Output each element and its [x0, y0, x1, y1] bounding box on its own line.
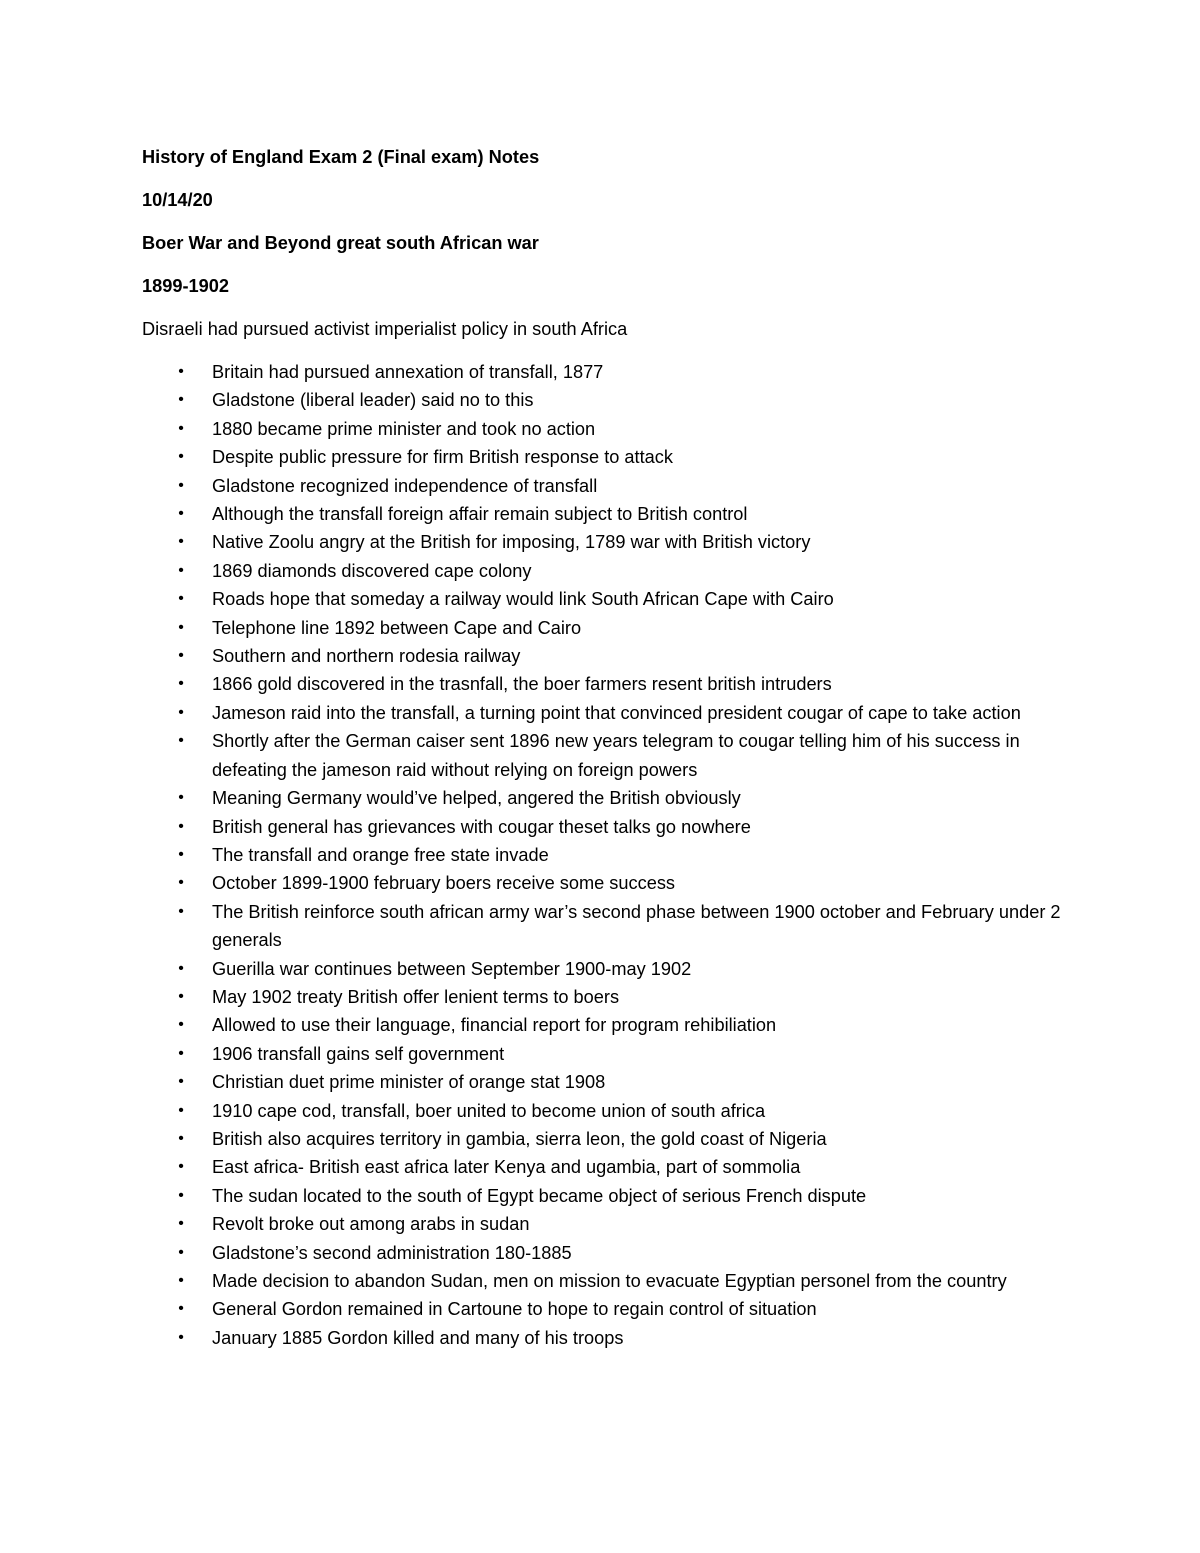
bullet-icon: • — [178, 1328, 184, 1346]
list-item — [142, 1011, 1067, 1039]
list-item — [142, 1210, 1067, 1238]
bullet-icon: • — [178, 647, 184, 665]
list-item — [142, 585, 1067, 613]
list-item-text: 1869 diamonds discovered cape colony — [212, 560, 532, 581]
list-item — [142, 955, 1067, 983]
intro-paragraph: Disraeli had pursued activist imperialist policy in south Africa — [142, 319, 628, 339]
bullet-icon: • — [178, 391, 184, 409]
list-item — [142, 1068, 1067, 1096]
list-item — [142, 415, 1067, 443]
list-item — [142, 699, 1067, 727]
list-item-text: Southern and northern rodesia railway — [212, 646, 521, 667]
list-item — [142, 358, 1067, 386]
list-item-text: Revolt broke out among arabs in sudan — [212, 1214, 530, 1235]
list-item-text: Allowed to use their language, financial report for program rehibiliation — [212, 1015, 777, 1036]
list-item — [142, 1267, 1067, 1295]
bullet-icon: • — [178, 1129, 184, 1147]
bullet-icon: • — [178, 618, 184, 636]
list-item-text: Although the transfall foreign affair remain subject to British control — [212, 504, 748, 525]
list-item — [142, 898, 1067, 955]
document-date: 10/14/20 — [142, 190, 213, 210]
bullet-icon: • — [178, 845, 184, 863]
bullet-icon: • — [178, 1243, 184, 1261]
list-item-text: Jameson raid into the transfall, a turning point that convinced president cougar of cape to take action — [212, 702, 1021, 723]
document-body — [142, 143, 1067, 1352]
list-item-text: 1880 became prime minister and took no action — [212, 418, 596, 439]
list-item-text: Made decision to abandon Sudan, men on mission to evacuate Egyptian personel from the country — [212, 1271, 1007, 1291]
bullet-icon: • — [178, 959, 184, 977]
section-topic: Boer War and Beyond great south African war — [142, 233, 539, 253]
list-item — [142, 1125, 1067, 1153]
bullet-icon: • — [178, 1073, 184, 1091]
list-item — [142, 443, 1067, 471]
list-item-text: 1910 cape cod, transfall, boer united to become union of south africa — [212, 1100, 766, 1121]
list-item-text: Native Zoolu angry at the British for imposing, 1789 war with British victory — [212, 532, 811, 553]
list-item — [142, 784, 1067, 812]
list-item — [142, 1153, 1067, 1181]
list-item-text: The sudan located to the south of Egypt became object of serious French dispute — [212, 1185, 867, 1206]
list-item — [142, 841, 1067, 869]
list-item-text: Gladstone’s second administration 180-1885 — [212, 1242, 572, 1263]
list-item — [142, 1324, 1067, 1352]
list-item — [142, 472, 1067, 500]
list-item-text: Telephone line 1892 between Cape and Cairo — [212, 617, 582, 638]
bullet-icon: • — [178, 476, 184, 494]
list-item-text: Guerilla war continues between September 1900-may 1902 — [212, 958, 692, 979]
list-item-text: May 1902 treaty British offer lenient terms to boers — [212, 986, 620, 1007]
list-item — [142, 386, 1067, 414]
list-item-text: 1906 transfall gains self government — [212, 1043, 505, 1064]
list-item-text: October 1899-1900 february boers receive some success — [212, 873, 676, 894]
list-item — [142, 869, 1067, 897]
list-item-text: The transfall and orange free state invade — [212, 844, 549, 865]
document-title: History of England Exam 2 (Final exam) Notes — [142, 147, 540, 167]
list-item — [142, 1182, 1067, 1210]
bullet-icon: • — [178, 561, 184, 579]
list-item-text: British general has grievances with cougar theset talks go nowhere — [212, 816, 751, 837]
list-item — [142, 1040, 1067, 1068]
list-item-text: British also acquires territory in gambia, sierra leon, the gold coast of Nigeria — [212, 1128, 827, 1149]
list-item-text: Christian duet prime minister of orange stat 1908 — [212, 1072, 606, 1093]
bullet-icon: • — [178, 874, 184, 892]
bullet-icon: • — [178, 1044, 184, 1062]
list-item — [142, 528, 1067, 556]
bullet-icon: • — [178, 448, 184, 466]
list-item-text: Roads hope that someday a railway would link South African Cape with Cairo — [212, 589, 834, 610]
bullet-icon: • — [178, 675, 184, 693]
list-item — [142, 670, 1067, 698]
bullet-icon: • — [178, 363, 184, 380]
bullet-icon: • — [178, 817, 184, 835]
list-item-text: Gladstone recognized independence of transfall — [212, 475, 598, 496]
list-item-text: General Gordon remained in Cartoune to hope to regain control of situation — [212, 1299, 817, 1320]
bullet-icon: • — [178, 1101, 184, 1119]
list-item — [142, 500, 1067, 528]
list-item — [142, 557, 1067, 585]
list-item-text: Britain had pursued annexation of transfall, 1877 — [212, 362, 604, 382]
list-item-text: Meaning Germany would’ve helped, angered the British obviously — [212, 788, 741, 809]
list-item-text: January 1885 Gordon killed and many of his troops — [212, 1327, 624, 1348]
list-item — [142, 614, 1067, 642]
bullet-icon: • — [178, 1215, 184, 1233]
list-item — [142, 727, 1067, 784]
bullet-icon: • — [178, 1016, 184, 1034]
list-item — [142, 1097, 1067, 1125]
bullet-icon: • — [178, 902, 184, 920]
bullet-icon: • — [178, 789, 184, 807]
bullet-list — [142, 358, 1067, 1352]
list-item — [142, 983, 1067, 1011]
bullet-icon: • — [178, 419, 184, 437]
list-item-text: The British reinforce south african army war’s second phase between 1900 october and February under 2 generals — [212, 901, 1061, 951]
bullet-icon: • — [178, 1158, 184, 1176]
list-item-text: Shortly after the German caiser sent 1896 new years telegram to cougar telling him of his success in defeating the jameson raid without relying on foreign powers — [212, 731, 1020, 780]
list-item-text: 1866 gold discovered in the trasnfall, the boer farmers resent british intruders — [212, 674, 832, 695]
bullet-icon: • — [178, 1300, 184, 1318]
bullet-icon: • — [178, 590, 184, 608]
bullet-icon: • — [178, 1186, 184, 1204]
list-item-text: Despite public pressure for firm British response to attack — [212, 447, 673, 468]
bullet-icon: • — [178, 732, 184, 750]
bullet-icon: • — [178, 703, 184, 721]
list-item — [142, 642, 1067, 670]
list-item-text: East africa- British east africa later Kenya and ugambia, part of sommolia — [212, 1157, 801, 1178]
section-years: 1899-1902 — [142, 276, 229, 296]
bullet-icon: • — [178, 987, 184, 1005]
list-item — [142, 813, 1067, 841]
list-item-text: Gladstone (liberal leader) said no to this — [212, 390, 534, 411]
bullet-icon: • — [178, 533, 184, 551]
list-item — [142, 1239, 1067, 1267]
bullet-icon: • — [178, 505, 184, 523]
list-item — [142, 1295, 1067, 1323]
bullet-icon: • — [178, 1272, 184, 1289]
